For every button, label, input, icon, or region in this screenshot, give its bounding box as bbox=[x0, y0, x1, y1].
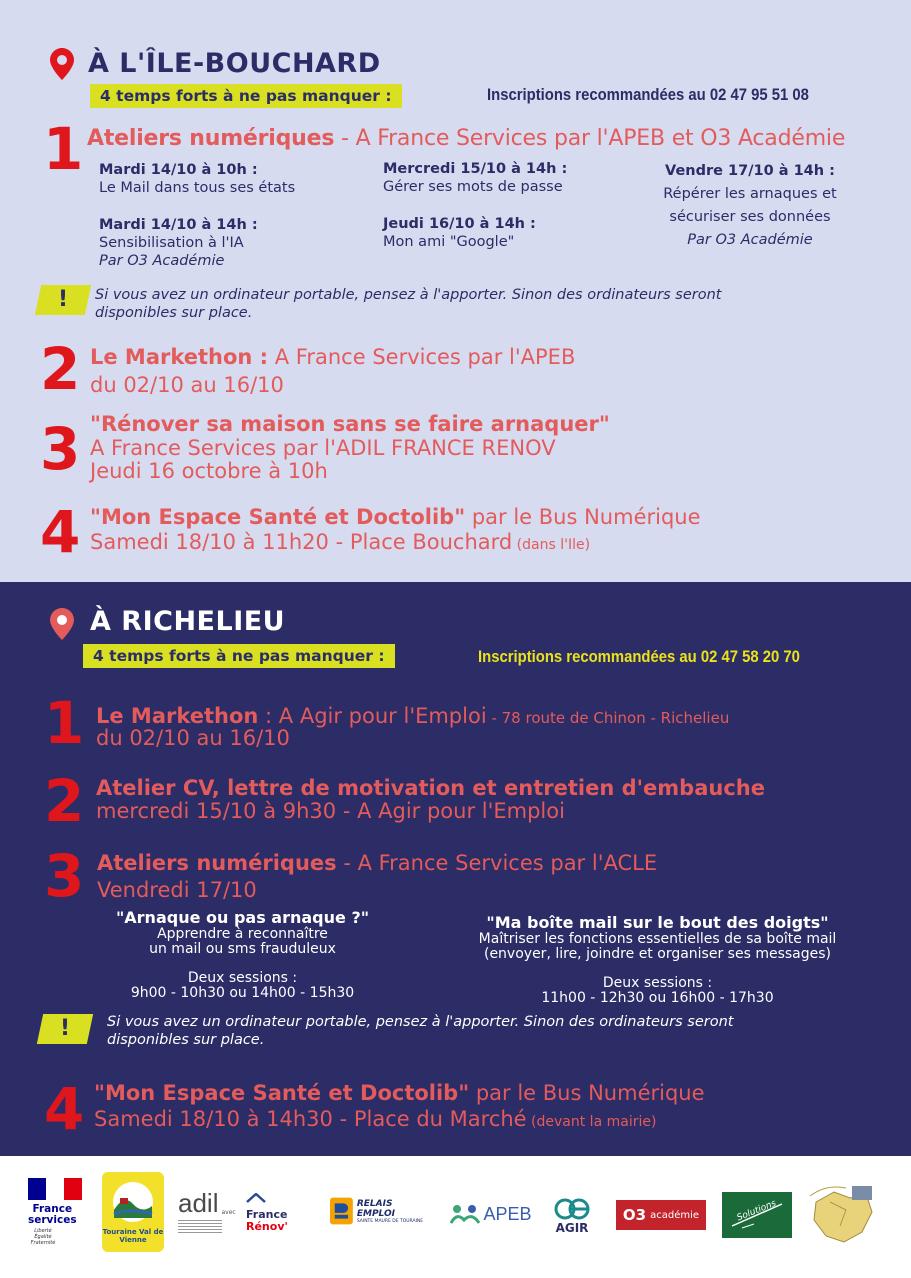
event-location-detail: (dans l'Ile) bbox=[512, 537, 591, 553]
session-date: Mercredi 15/10 à 14h : bbox=[383, 161, 568, 177]
agir-name: AGIR bbox=[555, 1220, 589, 1235]
event-number: 3 bbox=[40, 415, 81, 483]
exclamation-icon: ! bbox=[59, 1016, 71, 1041]
ile-bouchard-section bbox=[0, 0, 911, 582]
event-dates: du 02/10 au 16/10 bbox=[90, 373, 284, 397]
fs-motto: Liberté Égalité Fraternité bbox=[30, 1228, 56, 1246]
session-topic: Répérer les arnaques et bbox=[663, 186, 837, 202]
registration-phone: Inscriptions recommandées au 02 47 95 51 08 bbox=[487, 86, 809, 104]
workshop-title: "Arnaque ou pas arnaque ?" bbox=[115, 908, 370, 927]
session-item bbox=[99, 216, 258, 270]
session-topic: Gérer ses mots de passe bbox=[383, 179, 563, 195]
region-map-icon bbox=[806, 1182, 878, 1250]
event-provider: A France Services par l'ADIL FRANCE RENOV bbox=[90, 436, 556, 460]
highlights-tag: 4 temps forts à ne pas manquer : bbox=[83, 644, 395, 668]
event-number: 3 bbox=[44, 842, 85, 910]
registration-phone: Inscriptions recommandées au 02 47 58 20 70 bbox=[478, 648, 800, 666]
agir-logo bbox=[548, 1190, 596, 1240]
apeb-logo bbox=[448, 1200, 534, 1228]
ae-mark-icon bbox=[552, 1196, 592, 1222]
event-title bbox=[97, 852, 657, 875]
workshop-sessions-times: 11h00 - 12h30 ou 16h00 - 17h30 bbox=[541, 990, 774, 1006]
event-name: Le Markethon : bbox=[90, 345, 269, 369]
event-date: Vendredi 17/10 bbox=[97, 878, 257, 902]
apeb-name: APEB bbox=[483, 1203, 532, 1224]
event-number: 2 bbox=[44, 767, 85, 835]
event-name bbox=[96, 777, 765, 800]
session-provider: Par O3 Académie bbox=[687, 232, 813, 248]
adil-name: adil bbox=[178, 1188, 219, 1218]
session-item bbox=[383, 215, 536, 251]
map-logo bbox=[806, 1182, 878, 1250]
event-number: 1 bbox=[44, 689, 85, 757]
landscape-icon bbox=[108, 1180, 158, 1224]
workshop-sessions-label: Deux sessions : bbox=[602, 975, 713, 991]
event-date bbox=[90, 531, 590, 557]
event-name: "Mon Espace Santé et Doctolib" bbox=[90, 505, 466, 529]
workshop-sessions-label: Deux sessions : bbox=[187, 970, 298, 986]
event-subtitle: - A France Services par l'APEB et O3 Académie bbox=[334, 126, 846, 151]
event-date-text: Samedi 18/10 à 14h30 - Place du Marché bbox=[94, 1107, 527, 1131]
note-line: Si vous avez un ordinateur portable, pensez à l'apporter. Sinon des ordinateurs seront bbox=[95, 287, 722, 303]
workshop-block bbox=[80, 909, 405, 1001]
house-icon bbox=[246, 1193, 266, 1209]
relais-line2: SAINTE MAURE DE TOURAINE bbox=[356, 1218, 424, 1224]
event-title bbox=[87, 127, 845, 150]
location-pin-icon bbox=[50, 48, 74, 80]
event-location-detail: (devant la mairie) bbox=[526, 1114, 657, 1130]
re-badge-icon bbox=[330, 1197, 353, 1225]
session-date: Mardi 14/10 à 10h : bbox=[99, 162, 258, 178]
workshop-desc: Maîtriser les fonctions essentielles de sa boîte mail bbox=[478, 931, 837, 947]
session-provider: Par O3 Académie bbox=[99, 253, 225, 269]
session-date: Jeudi 16/10 à 14h : bbox=[383, 216, 536, 232]
laptop-note bbox=[107, 1013, 733, 1049]
solutions-name: Solutions bbox=[735, 1198, 778, 1224]
warning-badge bbox=[37, 1014, 93, 1044]
workshop-desc: Apprendre à reconnaître bbox=[157, 926, 328, 942]
france-renov-logo bbox=[246, 1186, 312, 1240]
session-topic: Mon ami "Google" bbox=[383, 234, 515, 250]
o3-academie-logo bbox=[616, 1200, 706, 1230]
richelieu-section bbox=[0, 582, 911, 1156]
event-number: 2 bbox=[40, 335, 81, 403]
event-date: mercredi 15/10 à 9h30 - A Agir pour l'Emploi bbox=[96, 799, 565, 823]
note-line: disponibles sur place. bbox=[95, 305, 253, 321]
event-title bbox=[90, 346, 575, 369]
workshop-desc: (envoyer, lire, joindre et organiser ses messages) bbox=[483, 946, 831, 962]
marianne-icon bbox=[28, 1178, 82, 1200]
adil-avec: avec bbox=[221, 1209, 236, 1216]
people-icon bbox=[450, 1204, 480, 1224]
note-line: disponibles sur place. bbox=[107, 1032, 265, 1048]
session-item bbox=[99, 161, 295, 197]
france-services-name bbox=[28, 1204, 77, 1226]
event-number: 1 bbox=[43, 115, 84, 183]
session-date: Mardi 14/10 à 14h : bbox=[99, 217, 258, 233]
session-topic: Sensibilisation à l'IA bbox=[99, 235, 244, 251]
event-dates: du 02/10 au 16/10 bbox=[96, 726, 290, 750]
event-name: Ateliers numériques bbox=[97, 851, 337, 875]
event-name: "Mon Espace Santé et Doctolib" bbox=[94, 1081, 470, 1105]
o3-name: académie bbox=[650, 1209, 700, 1221]
event-subtitle: A France Services par l'APEB bbox=[268, 345, 576, 369]
location-pin-icon bbox=[50, 608, 74, 640]
workshop-sessions-times: 9h00 - 10h30 ou 14h00 - 15h30 bbox=[130, 985, 355, 1001]
france-services-logo bbox=[28, 1176, 86, 1248]
event-date-text: Samedi 18/10 à 11h20 - Place Bouchard bbox=[90, 530, 513, 554]
event-date bbox=[94, 1108, 656, 1134]
exclamation-icon: ! bbox=[57, 287, 69, 312]
event-address: - 78 route de Chinon - Richelieu bbox=[486, 709, 730, 727]
session-date: Vendre 17/10 à 14h : bbox=[665, 163, 835, 179]
note-line: Si vous avez un ordinateur portable, pensez à l'apporter. Sinon des ordinateurs seront bbox=[107, 1014, 734, 1030]
event-number: 4 bbox=[40, 498, 81, 566]
session-topic-cont: sécuriser ses données bbox=[669, 209, 831, 225]
adil-tagline-lines bbox=[178, 1220, 222, 1234]
session-item bbox=[383, 160, 567, 196]
event-title bbox=[94, 1082, 705, 1105]
laptop-note bbox=[95, 286, 721, 322]
event-title bbox=[90, 506, 701, 529]
relais-line1: RELAIS EMPLOI bbox=[356, 1198, 395, 1219]
touraine-val-de-vienne-logo bbox=[102, 1172, 164, 1252]
fs-line1: France bbox=[32, 1203, 73, 1215]
relais-emploi-logo bbox=[330, 1194, 430, 1228]
highlights-tag: 4 temps forts à ne pas manquer : bbox=[90, 84, 402, 108]
event-subtitle: par le Bus Numérique bbox=[469, 1081, 705, 1105]
fs-line2: services bbox=[28, 1214, 77, 1226]
event-name bbox=[90, 413, 610, 436]
workshop-title: "Ma boîte mail sur le bout des doigts" bbox=[486, 913, 829, 932]
fr-line2: Rénov' bbox=[246, 1220, 288, 1233]
workshop-desc: un mail ou sms frauduleux bbox=[149, 941, 336, 957]
warning-badge bbox=[35, 285, 91, 315]
city-title: À RICHELIEU bbox=[90, 606, 286, 637]
adil-logo bbox=[178, 1184, 240, 1240]
event-date: Jeudi 16 octobre à 10h bbox=[90, 459, 328, 483]
event-number: 4 bbox=[44, 1075, 85, 1143]
event-subtitle: par le Bus Numérique bbox=[465, 505, 701, 529]
event-name: Ateliers numériques bbox=[87, 126, 335, 151]
workshop-block bbox=[430, 914, 885, 1006]
event-name-text: "Rénover sa maison sans se faire arnaquer" bbox=[90, 412, 610, 436]
touraine-name: Touraine Val de Vienne bbox=[102, 1228, 164, 1244]
event-subtitle: - A France Services par l'ACLE bbox=[336, 851, 658, 875]
partner-logos-bar bbox=[0, 1156, 911, 1278]
event-name: Le Markethon bbox=[96, 704, 259, 728]
session-item bbox=[640, 160, 860, 252]
event-name-text: Atelier CV, lettre de motivation et entretien d'embauche bbox=[96, 776, 765, 800]
event-subtitle: : A Agir pour l'Emploi bbox=[258, 704, 487, 728]
city-title: À L'ÎLE-BOUCHARD bbox=[88, 48, 381, 79]
fr-line1: France bbox=[246, 1208, 288, 1221]
session-topic: Le Mail dans tous ses états bbox=[99, 180, 296, 196]
solutions-logo bbox=[722, 1192, 792, 1238]
o3-mark: O3 bbox=[622, 1206, 647, 1224]
